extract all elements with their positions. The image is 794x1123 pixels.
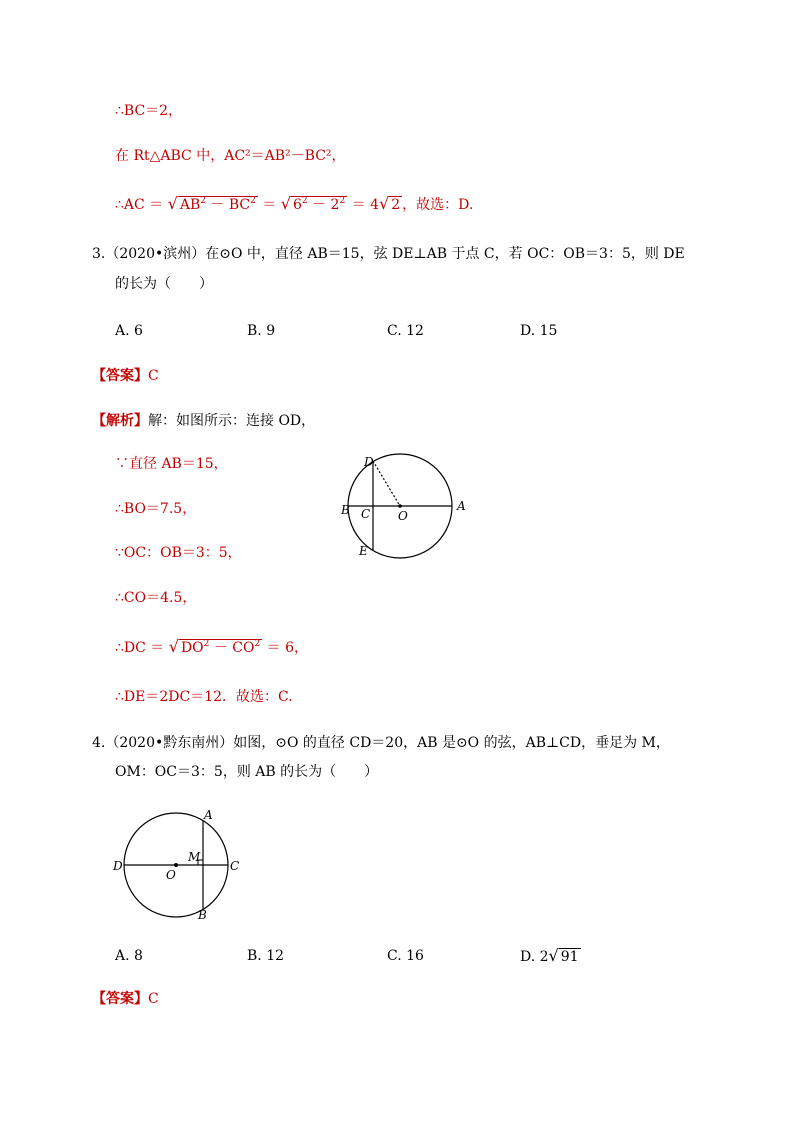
rad-co: － CO <box>209 640 255 656</box>
q3-step-1: ∵直径 AB＝15， <box>115 456 228 472</box>
q4-option-b: B. 12 <box>247 948 285 964</box>
q3-answer <box>92 366 159 386</box>
q4-label-b: B <box>198 908 207 920</box>
q3-stem-line1: 3.（2020•滨州）在⊙O 中，直径 AB＝15，弦 DE⊥AB 于点 C，若 OC：OB＝3：5，则 DE <box>92 246 685 262</box>
prev-step-ac: ∴AC ＝ √ $AB^2 - BC^2$ ＝ √ $6^2 - 2^2 = 4√$ 2 ，故选：D. <box>115 194 474 213</box>
q3-label-d: D <box>364 455 374 469</box>
rad-2: － 2 <box>307 197 340 213</box>
q4-label-c: C <box>230 859 240 873</box>
prev-step-pythagoras: 在 Rt△ABC 中，AC²＝AB²－BC²， <box>115 148 346 164</box>
q3-label-b: B <box>341 503 350 517</box>
q4-option-c: C. 16 <box>387 948 424 964</box>
q3-option-a: A. 6 <box>115 323 143 339</box>
q3-label-c: C <box>361 507 371 521</box>
q4-label-a: A <box>204 808 213 822</box>
ac-tail: ，故选：D. <box>402 197 474 213</box>
rad-sqrt2: 2 <box>391 197 401 213</box>
q3-option-d: D. 15 <box>520 323 558 339</box>
q3-option-c: C. 12 <box>387 323 424 339</box>
q4-answer-tag: 【答案】 <box>92 991 148 1007</box>
ac-lhs: ∴AC ＝ <box>115 197 168 213</box>
q4-answer <box>92 989 159 1009</box>
q4-label-o: O <box>166 868 176 882</box>
q4-option-d-prefix: D. 2 <box>520 949 549 965</box>
q3-option-b: B. 9 <box>247 323 276 339</box>
q3-label-a: A <box>457 499 466 513</box>
q3-label-e: E <box>359 544 368 558</box>
eq2: ＝ <box>257 197 281 213</box>
q3-answer-value: C <box>148 368 159 384</box>
q3-step-2: ∴BO＝7.5， <box>115 501 197 517</box>
q3-circle-figure <box>330 448 480 563</box>
q4-label-m: M <box>188 850 201 864</box>
q3-step-dc: ∴DC ＝ √ $DO^2 - CO^2 = 6$， <box>115 637 309 656</box>
q3-analysis <box>92 411 315 431</box>
q3-label-o: O <box>398 509 408 523</box>
dc-tail: ＝ 6， <box>262 640 309 656</box>
eq3: ＝ 4 <box>347 197 380 213</box>
q4-answer-value: C <box>148 991 159 1007</box>
q4-option-d-radicand: 91 <box>560 949 579 965</box>
q3-step-3: ∵OC：OB＝3：5， <box>115 545 242 561</box>
q3-analysis-intro: 解：如图所示：连接 OD， <box>148 413 316 429</box>
q4-label-d: D <box>113 859 123 873</box>
q3-answer-tag: 【答案】 <box>92 368 148 384</box>
q4-option-a: A. 8 <box>115 948 143 964</box>
q3-analysis-tag: 【解析】 <box>92 413 148 429</box>
q4-option-d: D. 2√ 91 <box>520 946 579 965</box>
q3-final: ∴DE＝2DC＝12．故选：C. <box>115 689 293 705</box>
rad-bc: － BC <box>205 197 251 213</box>
prev-step-bc: ∴BC＝2， <box>115 103 183 119</box>
rad-6: 6 <box>293 197 302 213</box>
q4-circle-figure <box>108 805 248 920</box>
dc-lhs: ∴DC ＝ <box>115 640 169 656</box>
q3-step-4: ∴CO＝4.5， <box>115 590 197 606</box>
q3-stem-line2: 的长为（ ） <box>115 276 213 292</box>
rad-ab: AB <box>179 197 201 213</box>
q4-stem-line2: OM：OC＝3：5，则 AB 的长为（ ） <box>115 764 379 780</box>
q4-stem-line1: 4.（2020•黔东南州）如图，⊙O 的直径 CD＝20，AB 是⊙O 的弦，AB⊥CD，垂足为 M， <box>92 735 670 751</box>
rad-do: DO <box>180 640 204 656</box>
